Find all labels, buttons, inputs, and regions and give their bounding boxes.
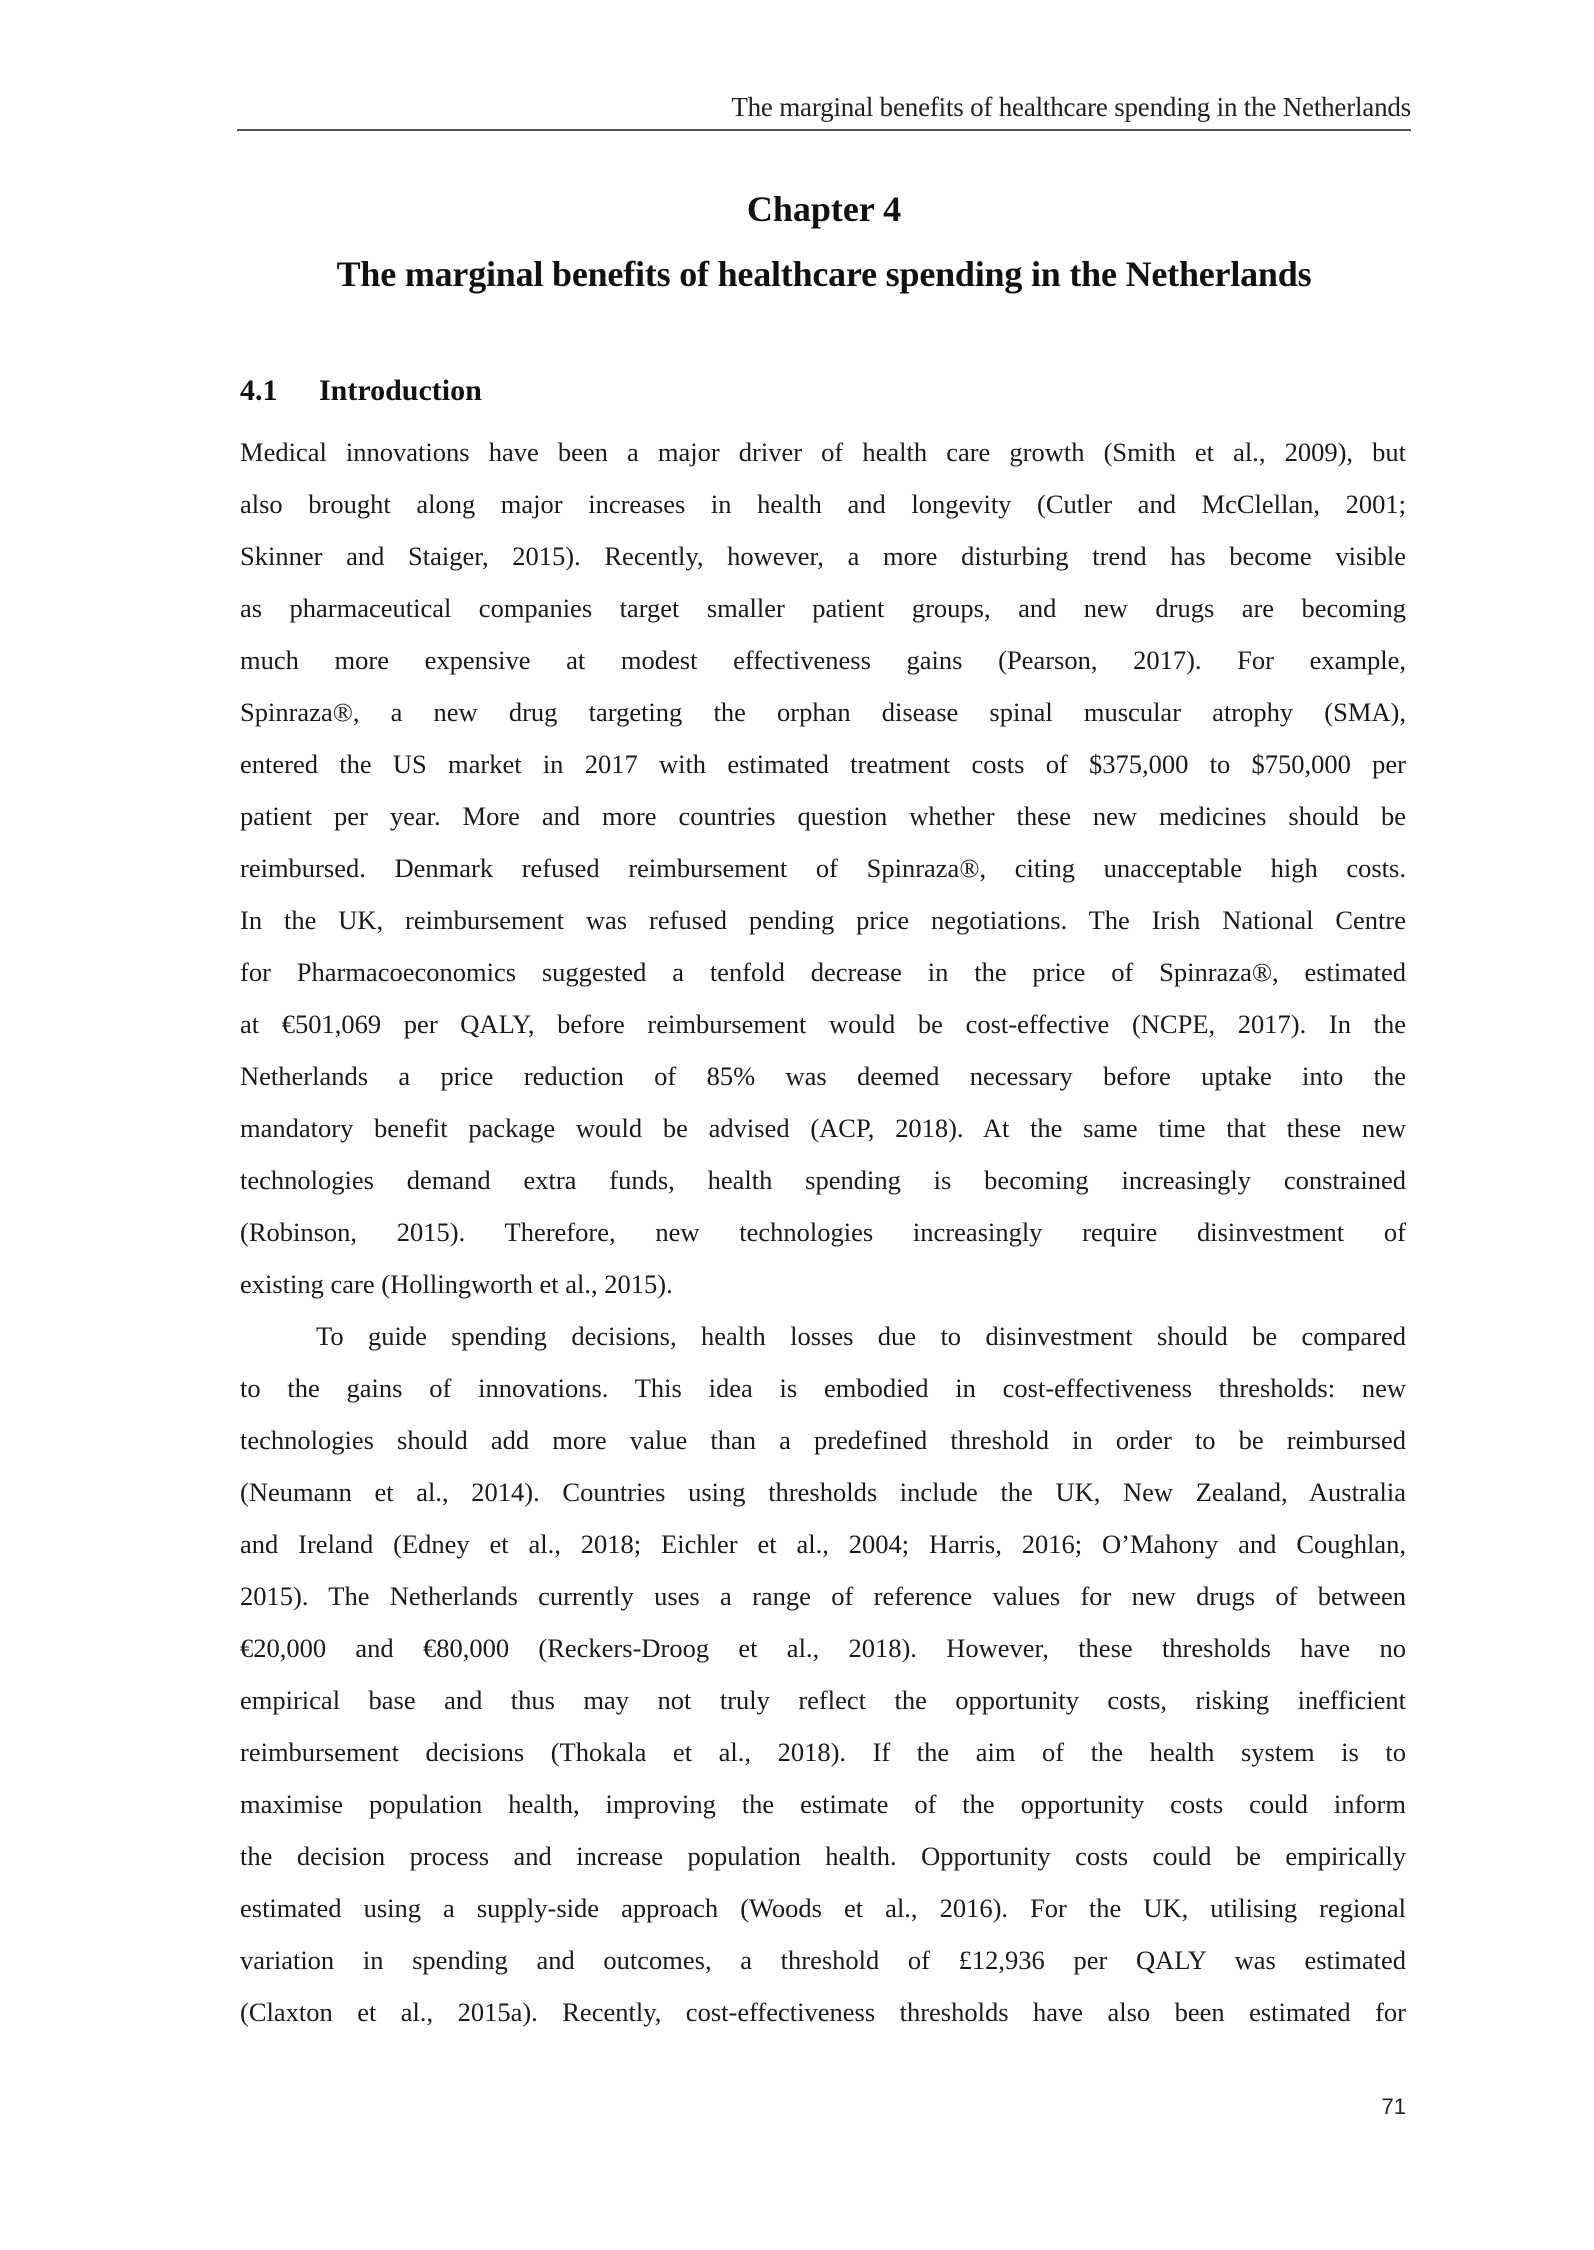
text-line: estimated using a supply-side approach (Woods et al., 2016). For the UK, utilising regional: [240, 1893, 1406, 1923]
text-line: Skinner and Staiger, 2015). Recently, however, a more disturbing trend has become visible: [240, 541, 1406, 571]
text-line: also brought along major increases in health and longevity (Cutler and McClellan, 2001;: [240, 489, 1406, 519]
text-line: technologies should add more value than a predefined threshold in order to be reimbursed: [240, 1425, 1406, 1455]
paragraph-1: [240, 426, 1406, 1310]
text-line: to the gains of innovations. This idea is embodied in cost-effectiveness thresholds: new: [240, 1373, 1406, 1403]
section-number: 4.1: [240, 374, 278, 407]
text-line: as pharmaceutical companies target smaller patient groups, and new drugs are becoming: [240, 593, 1406, 623]
running-header: The marginal benefits of healthcare spending in the Netherlands: [731, 92, 1411, 122]
text-line: entered the US market in 2017 with estimated treatment costs of $375,000 to $750,000 per: [240, 749, 1406, 779]
page-number: 71: [1381, 2094, 1406, 2119]
text-line: the decision process and increase population health. Opportunity costs could be empirically: [240, 1841, 1406, 1871]
text-line: at €501,069 per QALY, before reimbursement would be cost-effective (NCPE, 2017). In the: [240, 1009, 1406, 1039]
text-line: Spinraza®, a new drug targeting the orphan disease spinal muscular atrophy (SMA),: [240, 697, 1406, 727]
text-line: Medical innovations have been a major driver of health care growth (Smith et al., 2009), but: [240, 437, 1406, 467]
text-line: (Claxton et al., 2015a). Recently, cost-effectiveness thresholds have also been estimated for: [240, 1997, 1406, 2027]
text-line: In the UK, reimbursement was refused pending price negotiations. The Irish National Centre: [240, 905, 1406, 935]
section-title: Introduction: [319, 374, 482, 407]
body-text: [240, 426, 1406, 2038]
chapter-title: The marginal benefits of healthcare spending in the Netherlands: [336, 254, 1312, 294]
paragraph-2: [240, 1310, 1406, 2038]
text-line: reimbursed. Denmark refused reimbursement of Spinraza®, citing unacceptable high costs.: [240, 853, 1406, 883]
text-line: technologies demand extra funds, health spending is becoming increasingly constrained: [240, 1165, 1406, 1195]
text-line: €20,000 and €80,000 (Reckers-Droog et al., 2018). However, these thresholds have no: [240, 1633, 1406, 1663]
text-line: reimbursement decisions (Thokala et al., 2018). If the aim of the health system is to: [240, 1737, 1406, 1767]
text-line: variation in spending and outcomes, a threshold of £12,936 per QALY was estimated: [240, 1945, 1406, 1975]
chapter-label: Chapter 4: [746, 189, 902, 229]
text-line: existing care (Hollingworth et al., 2015).: [240, 1269, 673, 1299]
text-line: maximise population health, improving the estimate of the opportunity costs could inform: [240, 1789, 1406, 1819]
text-line: (Neumann et al., 2014). Countries using thresholds include the UK, New Zealand, Australia: [240, 1477, 1406, 1507]
text-line: Netherlands a price reduction of 85% was deemed necessary before uptake into the: [240, 1061, 1406, 1091]
text-line: (Robinson, 2015). Therefore, new technologies increasingly require disinvestment of: [240, 1217, 1406, 1247]
text-line: empirical base and thus may not truly reflect the opportunity costs, risking inefficient: [240, 1685, 1406, 1715]
text-line: much more expensive at modest effectiveness gains (Pearson, 2017). For example,: [240, 645, 1406, 675]
text-line: patient per year. More and more countries question whether these new medicines should be: [240, 801, 1406, 831]
text-line: for Pharmacoeconomics suggested a tenfold decrease in the price of Spinraza®, estimated: [240, 957, 1406, 987]
section-heading: [240, 374, 482, 408]
text-line: 2015). The Netherlands currently uses a range of reference values for new drugs of between: [240, 1581, 1406, 1611]
text-line: mandatory benefit package would be advised (ACP, 2018). At the same time that these new: [240, 1113, 1406, 1143]
text-line: To guide spending decisions, health losses due to disinvestment should be compared: [316, 1321, 1406, 1351]
text-line: and Ireland (Edney et al., 2018; Eichler et al., 2004; Harris, 2016; O’Mahony and Coughlan,: [240, 1529, 1406, 1559]
header-rule: [237, 129, 1411, 131]
